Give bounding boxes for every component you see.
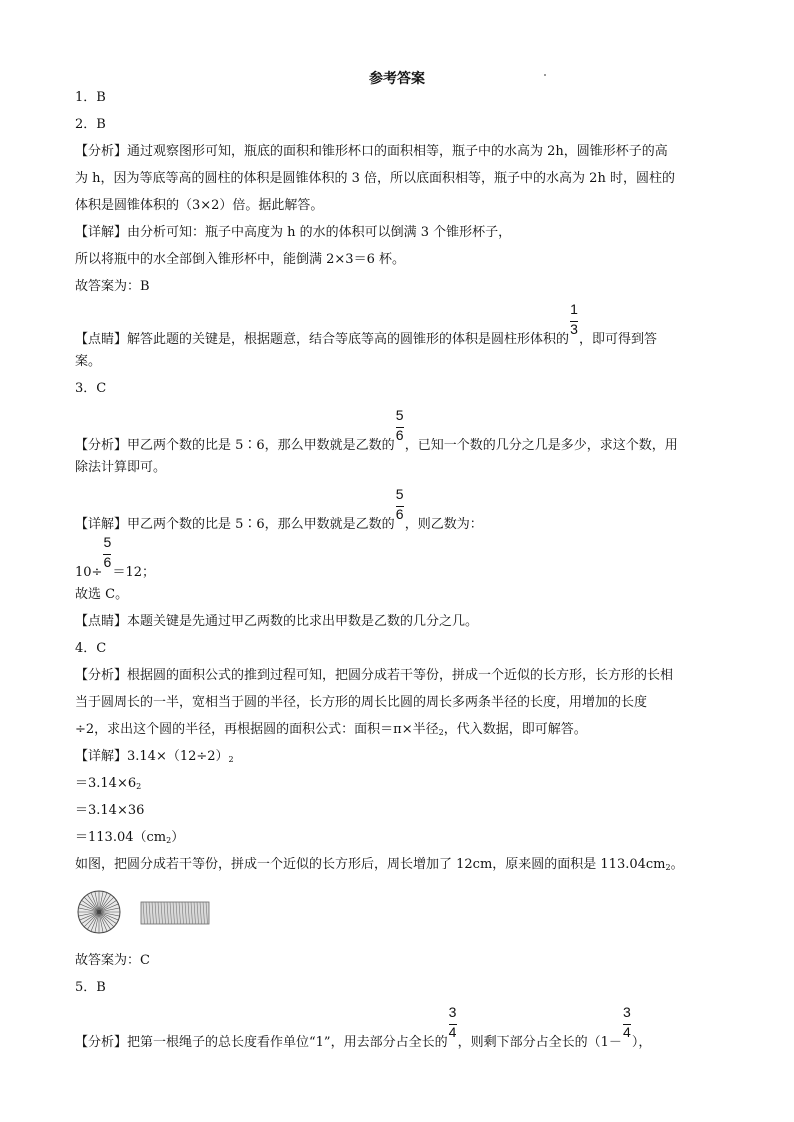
fraction-one-third: [569, 301, 579, 343]
fraction-three-quarters: [448, 1004, 458, 1046]
circle-to-rectangle-figure: [75, 888, 215, 936]
q3-detail-text-a: 【详解】甲乙两个数的比是 5∶6，那么甲数就是乙数的: [75, 517, 395, 532]
q4-analysis-text-b: ，代入数据，即可解答。: [443, 722, 587, 737]
q2-comment-text-b: ，即可得到答: [579, 332, 658, 347]
fraction-denominator: 4: [448, 1024, 457, 1040]
q3-detail-text-b: ，则乙数为：: [404, 517, 483, 532]
q5-analysis-text-b: ，则剩下部分占全长的（1－: [457, 1035, 622, 1050]
q4-detail-line-2: [75, 776, 141, 795]
q4-detail-text-f: 。: [670, 857, 684, 872]
superscript-2: 2: [665, 863, 671, 872]
q4-detail-text-d: ）: [171, 830, 185, 845]
fraction-numerator: 5: [395, 486, 404, 502]
fraction-numerator: 1: [570, 301, 578, 317]
q4-detail-text-a: 【详解】3.14×（12÷2）: [75, 749, 229, 764]
q2-comment-text-a: 【点睛】解答此题的关键是，根据题意，结合等底等高的圆锥形的体积是圆柱形体积的: [75, 332, 570, 347]
fraction-denominator: 3: [570, 321, 578, 337]
fraction-denominator: 6: [103, 554, 112, 570]
answer-5: 5．B: [75, 980, 106, 995]
answer-4: 4．C: [75, 641, 107, 656]
q5-analysis-line-1: [75, 1004, 652, 1051]
superscript-2: 2: [438, 728, 444, 737]
page-title: 参考答案: [369, 71, 425, 87]
fraction-numerator: 5: [103, 534, 112, 550]
q5-analysis-text-c: ），: [631, 1035, 652, 1050]
q4-detail-text-c: ＝113.04（cm: [75, 830, 167, 845]
q4-detail-line-5: [75, 857, 684, 876]
fraction-denominator: 6: [395, 506, 404, 522]
q2-analysis-line-2: 为 h，因为等底等高的圆柱的体积是圆锥体积的 3 倍，所以底面积相等，瓶子中的水高为 2h 时，圆柱的: [75, 171, 675, 186]
fraction-five-sixths: [102, 534, 112, 576]
fraction-denominator: 4: [622, 1024, 631, 1040]
fraction-five-sixths: [395, 486, 405, 528]
answer-2: 2．B: [75, 117, 106, 132]
q5-analysis-text-a: 【分析】把第一根绳子的总长度看作单位“1”，用去部分占全长的: [75, 1035, 448, 1050]
q3-calc-text-b: ＝12；: [112, 565, 155, 580]
q3-answer: 故选 C。: [75, 587, 129, 602]
superscript-2: 2: [166, 836, 172, 845]
q4-analysis-line-1: 【分析】根据圆的面积公式的推到过程可知，把圆分成若干等份，拼成一个近似的长方形，长方形的长相: [75, 668, 674, 683]
q2-answer: 故答案为：B: [75, 279, 150, 294]
q3-calc-text-a: 10÷: [75, 565, 103, 580]
fraction-five-sixths: [395, 407, 405, 449]
fraction-numerator: 3: [622, 1004, 631, 1020]
q3-analysis-line-1: [75, 407, 678, 454]
fraction-three-quarters: [622, 1004, 632, 1046]
q2-detail-line-2: 所以将瓶中的水全部倒入锥形杯中，能倒满 2×3＝6 杯。: [75, 252, 405, 267]
q3-analysis-text-b: ，已知一个数的几分之几是多少，求这个数，用: [404, 438, 678, 453]
q4-detail-text-b: ＝3.14×6: [75, 776, 137, 791]
fraction-denominator: 6: [395, 427, 404, 443]
q4-detail-line-3: ＝3.14×36: [75, 803, 145, 818]
divided-circle: [78, 891, 120, 933]
q3-analysis-line-2: 除法计算即可。: [75, 460, 167, 475]
q4-detail-text-e: 如图，把圆分成若干等份，拼成一个近似的长方形后，周长增加了 12cm，原来圆的面积是 113.04cm: [75, 857, 666, 872]
approximate-rectangle: [141, 902, 209, 924]
superscript-2: 2: [136, 782, 142, 791]
answer-1: 1．B: [75, 90, 106, 105]
q3-comment: 【点睛】本题关键是先通过甲乙两数的比求出甲数是乙数的几分之几。: [75, 614, 479, 629]
q2-analysis-line-3: 体积是圆锥体积的（3×2）倍。据此解答。: [75, 198, 324, 213]
answer-3: 3．C: [75, 381, 107, 396]
speck-mark: [544, 74, 546, 76]
q2-detail-line-1: 【详解】由分析可知：瓶子中高度为 h 的水的体积可以倒满 3 个锥形杯子，: [75, 225, 512, 240]
q2-comment-line-1: [75, 301, 658, 348]
fraction-numerator: 3: [448, 1004, 457, 1020]
fraction-numerator: 5: [395, 407, 404, 423]
superscript-2: 2: [228, 755, 234, 764]
q4-analysis-line-3: [75, 722, 587, 741]
q2-analysis-line-1: 【分析】通过观察图形可知，瓶底的面积和锥形杯口的面积相等，瓶子中的水高为 2h，圆锥形杯子的高: [75, 144, 668, 159]
q3-calc-line: [75, 534, 155, 581]
q4-analysis-text-a: ÷2，求出这个圆的半径，再根据圆的面积公式：面积＝π×半径: [75, 722, 439, 737]
q4-answer: 故答案为：C: [75, 953, 150, 968]
q4-detail-line-1: [75, 749, 234, 768]
q3-detail-line-1: [75, 486, 483, 533]
q4-detail-line-4: [75, 830, 184, 849]
q4-analysis-line-2: 当于圆周长的一半，宽相当于圆的半径，长方形的周长比圆的周长多两条半径的长度，用增加的长度: [75, 695, 648, 710]
q2-comment-line-2: 案。: [75, 354, 102, 369]
q3-analysis-text-a: 【分析】甲乙两个数的比是 5∶6，那么甲数就是乙数的: [75, 438, 395, 453]
